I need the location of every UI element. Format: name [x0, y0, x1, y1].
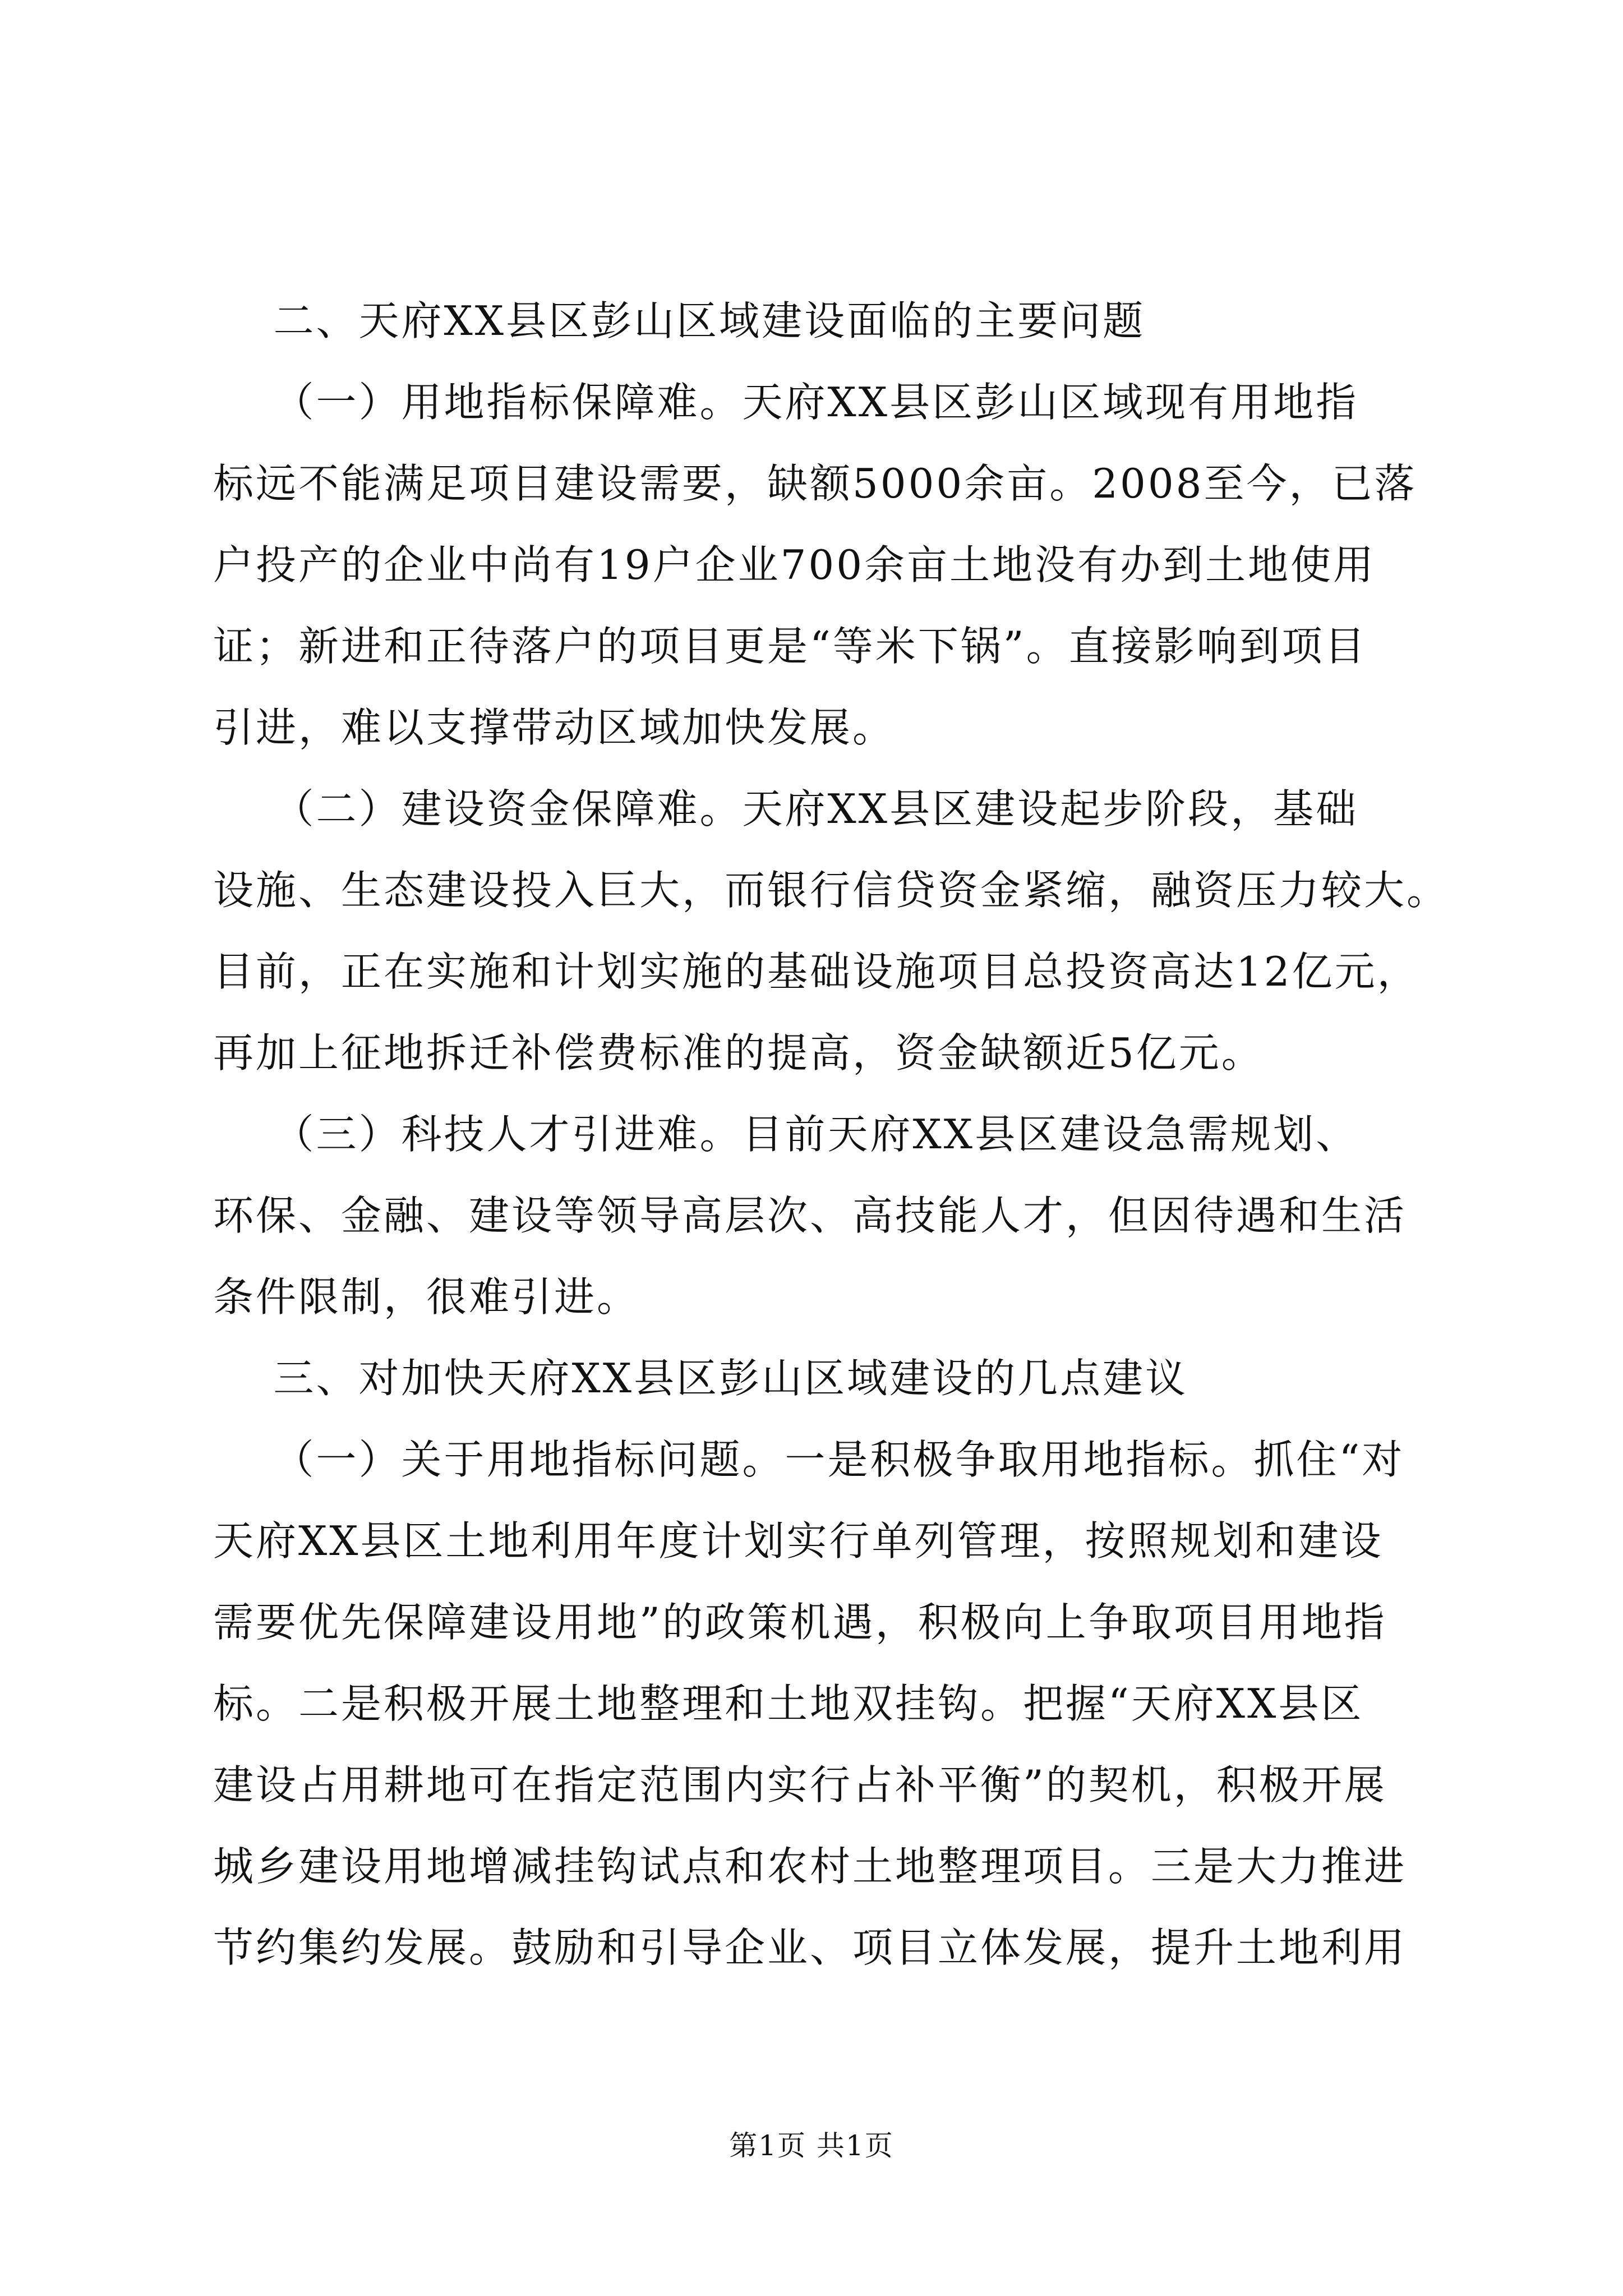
- text-line: （三）科技人才引进难。目前天府XX县区建设急需规划、: [213, 1111, 1359, 1158]
- text-line: 需要优先保障建设用地”的政策机遇，积极向上争取项目用地指: [213, 1599, 1387, 1646]
- text-line: 环保、金融、建设等领导高层次、高技能人才，但因待遇和生活: [213, 1192, 1407, 1239]
- text-line: 标。二是积极开展土地整理和土地双挂钩。把握“天府XX县区: [213, 1680, 1364, 1727]
- text-line: （一）用地指标保障难。天府XX县区彭山区域现有用地指: [213, 379, 1359, 426]
- text-line: 条件限制，很难引进。: [213, 1273, 640, 1320]
- text-line: 标远不能满足项目建设需要，缺额5000余亩。2008至今，已落: [213, 460, 1417, 507]
- page-number-label: 第1页 共1页: [729, 2129, 894, 2162]
- text-line: 证；新进和正待落户的项目更是“等米下锅”。直接影响到项目: [213, 623, 1367, 670]
- text-line: 再加上征地拆迁补偿费标准的提高，资金缺额近5亿元。: [213, 1029, 1264, 1076]
- text-line: 天府XX县区土地利用年度计划实行单列管理，按照规划和建设: [213, 1517, 1384, 1565]
- text-line: 城乡建设用地增减挂钩试点和农村土地整理项目。三是大力推进: [213, 1843, 1407, 1890]
- document-body: [213, 280, 1450, 1989]
- text-line: 三、对加快天府XX县区彭山区域建设的几点建议: [213, 1355, 1188, 1402]
- text-line: 户投产的企业中尚有19户企业700余亩土地没有办到土地使用: [213, 541, 1376, 588]
- text-line: 建设占用耕地可在指定范围内实行占补平衡”的契机，积极开展: [213, 1761, 1387, 1809]
- text-line: （二）建设资金保障难。天府XX县区建设起步阶段，基础: [213, 785, 1359, 832]
- text-line: 二、天府XX县区彭山区域建设面临的主要问题: [213, 297, 1146, 344]
- text-line: 引进，难以支撑带动区域加快发展。: [213, 704, 896, 751]
- text-line: 目前，正在实施和计划实施的基础设施项目总投资高达12亿元，: [213, 948, 1420, 995]
- page-footer: [0, 2126, 1623, 2165]
- text-line: 设施、生态建设投入巨大，而银行信贷资金紧缩，融资压力较大。: [213, 867, 1450, 914]
- text-line: 节约集约发展。鼓励和引导企业、项目立体发展，提升土地利用: [213, 1924, 1407, 1971]
- text-line: （一）关于用地指标问题。一是积极争取用地指标。抓住“对: [213, 1436, 1405, 1483]
